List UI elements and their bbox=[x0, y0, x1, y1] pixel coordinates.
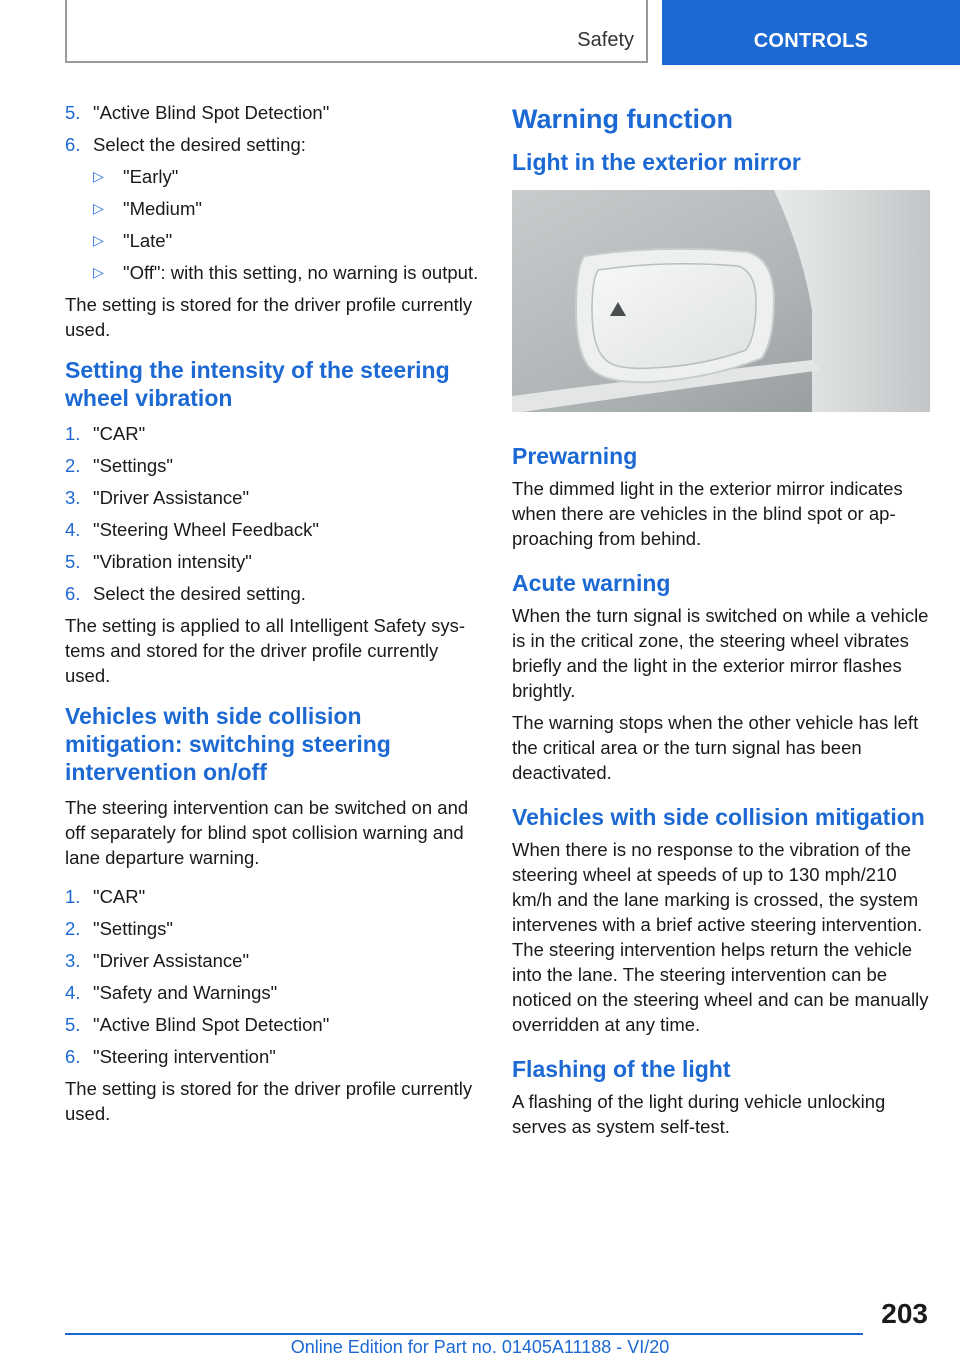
exterior-mirror-illustration bbox=[512, 190, 930, 412]
list-text: "Active Blind Spot Detection" bbox=[93, 1014, 330, 1035]
list-text: "CAR" bbox=[93, 886, 146, 907]
list-item bbox=[93, 228, 480, 253]
list-number: 6. bbox=[65, 1046, 81, 1067]
list-text: "Driver Assistance" bbox=[93, 950, 250, 971]
triangle-bullet-icon: ▷ bbox=[93, 264, 104, 280]
list-number: 2. bbox=[65, 455, 81, 476]
subsection-heading: Flashing of the light bbox=[512, 1056, 731, 1082]
left-column bbox=[65, 100, 480, 1133]
paragraph: When the turn signal is switched on while a vehicle is in the critical zone, the steering wheel vibrates briefly and the light in the exterior mirror flashes brightly. bbox=[512, 605, 929, 701]
list-number: 5. bbox=[65, 551, 81, 572]
list-text: "Active Blind Spot Detection" bbox=[93, 102, 330, 123]
list-text: "CAR" bbox=[93, 423, 146, 444]
list-text: "Driver Assistance" bbox=[93, 487, 250, 508]
settings-list-a bbox=[65, 100, 480, 157]
list-item bbox=[65, 421, 480, 446]
list-item bbox=[93, 260, 480, 285]
setting-options-list bbox=[65, 164, 480, 285]
list-item bbox=[65, 581, 480, 606]
list-item bbox=[65, 1044, 480, 1069]
list-text: "Vibration intensity" bbox=[93, 551, 252, 572]
paragraph: The setting is stored for the driver profile currently used. bbox=[65, 1078, 473, 1124]
list-text: "Settings" bbox=[93, 455, 173, 476]
section-heading: Light in the exterior mirror bbox=[512, 149, 801, 175]
footer-divider bbox=[65, 1333, 863, 1335]
list-number: 5. bbox=[65, 1014, 81, 1035]
list-item bbox=[65, 485, 480, 510]
list-text: "Medium" bbox=[123, 198, 202, 219]
mirror-glass bbox=[592, 264, 756, 369]
paragraph: The warning stops when the other vehicle has left the critical area or the turn signal has been deactivated. bbox=[512, 712, 919, 783]
triangle-bullet-icon: ▷ bbox=[93, 168, 104, 184]
list-number: 4. bbox=[65, 982, 81, 1003]
list-text: "Steering intervention" bbox=[93, 1046, 276, 1067]
section-heading: Vehicles with side collision mitigation: switching steering intervention on/off bbox=[65, 703, 391, 785]
paragraph: The setting is applied to all Intelligent Safety systems and stored for the driver profile currently used. bbox=[65, 615, 466, 686]
right-column bbox=[512, 100, 930, 1146]
page-number: 203 bbox=[881, 1298, 928, 1329]
list-text: "Early" bbox=[123, 166, 179, 187]
subsection-heading: Prewarning bbox=[512, 443, 638, 469]
paragraph: The steering intervention can be switched on and off separately for blind spot collision warning and lane departure warning. bbox=[65, 797, 469, 868]
triangle-bullet-icon: ▷ bbox=[93, 200, 104, 216]
list-item bbox=[65, 100, 480, 125]
page-header bbox=[0, 0, 960, 66]
chapter-heading: Warning function bbox=[512, 104, 733, 134]
footer-edition: Online Edition for Part no. 01405A11188 - VI/20 bbox=[290, 1337, 670, 1357]
list-number: 6. bbox=[65, 583, 81, 604]
list-text: Select the desired setting: bbox=[93, 134, 306, 155]
header-section-box bbox=[65, 0, 648, 63]
paragraph: The setting is stored for the driver profile currently used. bbox=[65, 294, 473, 340]
list-text: Select the desired setting. bbox=[93, 583, 306, 604]
header-section-title: Safety bbox=[577, 29, 634, 51]
list-number: 1. bbox=[65, 886, 81, 907]
section-heading: Setting the intensity of the steering wheel vibration bbox=[65, 357, 450, 411]
list-number: 1. bbox=[65, 423, 81, 444]
list-item bbox=[65, 517, 480, 542]
list-item bbox=[93, 196, 480, 221]
list-number: 5. bbox=[65, 102, 81, 123]
list-item bbox=[65, 453, 480, 478]
paragraph: The dimmed light in the exterior mirror indicates when there are vehicles in the blind spot or approaching from behind. bbox=[512, 478, 903, 549]
list-number: 2. bbox=[65, 918, 81, 939]
paragraph: When there is no response to the vibration of the steering wheel at speeds of up to 130 mph/210 km/h and the lane marking is crossed, the system intervenes with a brief active steering intervention. The steering intervention helps return the vehicle into the lane. The steering intervention can be noticed on the steering wheel and can be manually overridden at any time. bbox=[512, 839, 929, 1035]
list-item bbox=[65, 980, 480, 1005]
header-chapter-tab[interactable] bbox=[662, 0, 960, 65]
list-item bbox=[65, 132, 480, 157]
list-number: 4. bbox=[65, 519, 81, 540]
list-item bbox=[93, 164, 480, 189]
list-item bbox=[65, 916, 480, 941]
list-text: "Settings" bbox=[93, 918, 173, 939]
list-text: "Off": with this setting, no warning is output. bbox=[123, 262, 479, 283]
subsection-heading: Acute warning bbox=[512, 570, 671, 596]
list-number: 3. bbox=[65, 950, 81, 971]
paragraph: A flashing of the light during vehicle unlocking serves as system self-test. bbox=[512, 1091, 886, 1137]
list-number: 6. bbox=[65, 134, 81, 155]
settings-list-c bbox=[65, 884, 480, 1069]
triangle-bullet-icon: ▷ bbox=[93, 232, 104, 248]
list-item bbox=[65, 549, 480, 574]
list-item bbox=[65, 948, 480, 973]
header-chapter-label: CONTROLS bbox=[753, 30, 869, 52]
list-item bbox=[65, 1012, 480, 1037]
settings-list-b bbox=[65, 421, 480, 606]
list-text: "Late" bbox=[123, 230, 173, 251]
list-text: "Steering Wheel Feedback" bbox=[93, 519, 320, 540]
list-item bbox=[65, 884, 480, 909]
list-text: "Safety and Warnings" bbox=[93, 982, 278, 1003]
subsection-heading: Vehicles with side collision mitigation bbox=[512, 804, 925, 830]
list-number: 3. bbox=[65, 487, 81, 508]
